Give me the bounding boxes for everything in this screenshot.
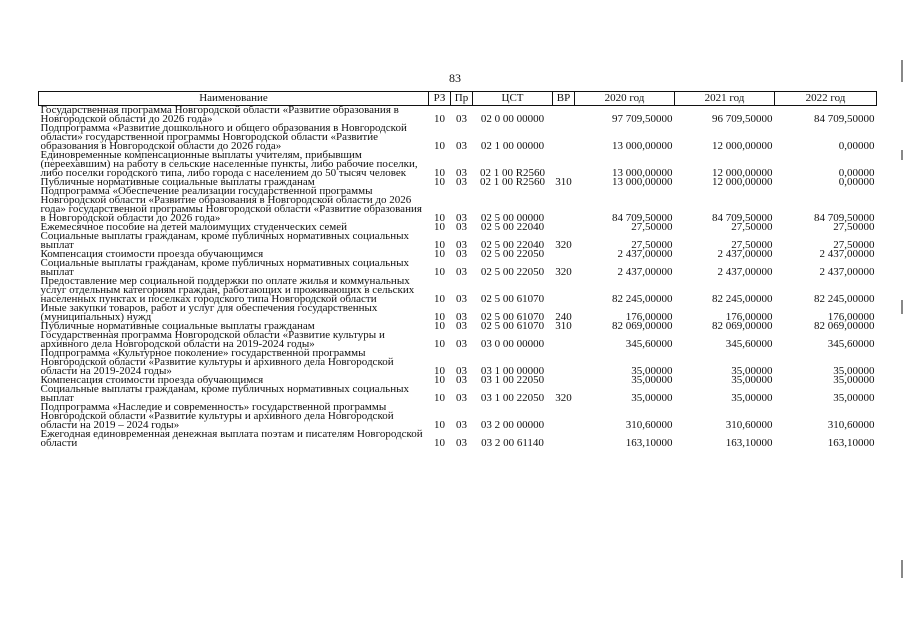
header-name: Наименование — [39, 92, 429, 106]
scan-edge-mark — [901, 300, 903, 314]
cell-y2021: 310,60000 — [725, 419, 773, 431]
cell-pr: 03 — [456, 437, 467, 449]
cell-name: Предоставление мер социальной поддержки по оплате жилья и коммунальных услуг отдельным категориям граждан, работающих и проживающих в сельских населенных пунктах и поселках городского типа Новгородской области — [40, 275, 415, 305]
cell-y2022: 82 245,00000 — [814, 293, 875, 305]
cell-y2022: 82 069,00000 — [814, 320, 875, 332]
cell-rz: 10 — [434, 365, 445, 377]
cell-cst: 03 1 00 22050 — [480, 374, 545, 386]
table-body — [39, 106, 877, 449]
cell-vr — [553, 250, 575, 259]
cell-y2021: 12 000,00000 — [712, 140, 773, 152]
cell-vr: 310 — [555, 320, 572, 332]
cell-y2022: 0,00000 — [838, 167, 875, 179]
cell-y2022: 35,00000 — [833, 392, 875, 404]
cell-y2021: 12 000,00000 — [712, 176, 773, 188]
header-2020: 2020 год — [575, 92, 675, 106]
table-row — [39, 187, 877, 223]
cell-vr: 320 — [555, 239, 572, 251]
cell-pr: 03 — [456, 419, 467, 431]
cell-y2022: 27,50000 — [833, 239, 875, 251]
cell-y2022: 0,00000 — [838, 140, 875, 152]
cell-vr — [553, 430, 575, 448]
cell-vr — [553, 106, 575, 125]
cell-cst: 02 1 00 R2560 — [479, 176, 546, 188]
cell-vr — [553, 277, 575, 304]
cell-y2020: 35,00000 — [631, 365, 673, 377]
cell-y2021: 2 437,00000 — [717, 248, 773, 260]
cell-vr: 320 — [555, 266, 572, 278]
cell-y2020: 2 437,00000 — [617, 248, 673, 260]
cell-y2022: 2 437,00000 — [819, 248, 875, 260]
cell-rz: 10 — [434, 140, 445, 152]
cell-pr: 03 — [456, 176, 467, 188]
cell-pr: 03 — [456, 392, 467, 404]
cell-y2020: 13 000,00000 — [612, 176, 673, 188]
cell-rz: 10 — [434, 320, 445, 332]
cell-y2022: 27,50000 — [833, 221, 875, 233]
cell-y2020: 84 709,50000 — [612, 212, 673, 224]
cell-y2022: 2 437,00000 — [819, 266, 875, 278]
cell-pr: 03 — [456, 167, 467, 179]
cell-y2022: 176,00000 — [827, 311, 875, 323]
table-row — [39, 277, 877, 304]
cell-name: Компенсация стоимости проезда обучающимся — [40, 374, 264, 386]
cell-rz: 10 — [434, 176, 445, 188]
cell-name: Подпрограмма «Наследие и современность» государственной программы Новгородской области «Развитие культуры и архивного дела Новгородской области на 2019 – 2024 годы» — [40, 401, 394, 431]
cell-pr: 03 — [456, 365, 467, 377]
cell-name: Социальные выплаты гражданам, кроме публичных нормативных социальных выплат — [40, 383, 409, 404]
cell-pr: 03 — [456, 140, 467, 152]
cell-y2021: 176,00000 — [725, 311, 773, 323]
cell-y2020: 82 245,00000 — [612, 293, 673, 305]
cell-y2021: 163,10000 — [725, 437, 773, 449]
cell-rz: 10 — [434, 113, 445, 125]
cell-name: Публичные нормативные социальные выплаты гражданам — [40, 320, 315, 332]
cell-vr — [553, 376, 575, 385]
cell-cst: 02 5 00 22040 — [480, 221, 545, 233]
cell-y2020: 97 709,50000 — [612, 113, 673, 125]
page-number: 83 — [449, 71, 461, 85]
cell-y2021: 84 709,50000 — [712, 212, 773, 224]
cell-vr — [553, 349, 575, 376]
cell-name: Социальные выплаты гражданам, кроме публичных нормативных социальных выплат — [40, 230, 409, 251]
cell-vr — [553, 151, 575, 178]
cell-y2021: 2 437,00000 — [717, 266, 773, 278]
cell-y2020: 176,00000 — [625, 311, 673, 323]
header-rz: РЗ — [429, 92, 451, 106]
cell-cst: 02 5 00 22040 — [480, 239, 545, 251]
cell-cst: 03 1 00 22050 — [480, 392, 545, 404]
cell-rz: 10 — [434, 374, 445, 386]
cell-y2021: 82 069,00000 — [712, 320, 773, 332]
cell-pr: 03 — [456, 320, 467, 332]
cell-rz: 10 — [434, 311, 445, 323]
cell-y2022: 84 709,50000 — [814, 212, 875, 224]
cell-rz: 10 — [434, 221, 445, 233]
cell-rz: 10 — [434, 392, 445, 404]
cell-y2020: 82 069,00000 — [612, 320, 673, 332]
cell-vr — [553, 223, 575, 232]
cell-pr: 03 — [456, 311, 467, 323]
cell-y2021: 345,60000 — [725, 338, 773, 350]
cell-name: Публичные нормативные социальные выплаты гражданам — [40, 176, 315, 188]
cell-cst: 02 1 00 00000 — [480, 140, 545, 152]
cell-y2022: 163,10000 — [827, 437, 875, 449]
cell-cst: 02 5 00 61070 — [480, 293, 545, 305]
cell-pr: 03 — [456, 221, 467, 233]
cell-cst: 03 2 00 61140 — [481, 437, 544, 449]
cell-name: Социальные выплаты гражданам, кроме публичных нормативных социальных выплат — [40, 257, 409, 278]
cell-y2020: 2 437,00000 — [617, 266, 673, 278]
table-row — [39, 403, 877, 430]
table-row — [39, 349, 877, 376]
cell-name: Ежегодная единовременная денежная выплата поэтам и писателям Новгородской области — [40, 428, 423, 449]
cell-name: Государственная программа Новгородской области «Развитие образования в Новгородской области до 2026 года» — [40, 104, 399, 125]
cell-cst: 03 2 00 00000 — [480, 419, 545, 431]
scan-edge-mark — [901, 560, 903, 578]
cell-y2022: 84 709,50000 — [814, 113, 875, 125]
cell-y2022: 35,00000 — [833, 374, 875, 386]
cell-y2020: 35,00000 — [631, 374, 673, 386]
cell-y2021: 12 000,00000 — [712, 167, 773, 179]
cell-y2020: 27,50000 — [631, 221, 673, 233]
header-cst: ЦСТ — [473, 92, 553, 106]
cell-y2022: 345,60000 — [827, 338, 875, 350]
cell-vr — [553, 331, 575, 349]
cell-name: Подпрограмма «Развитие дошкольного и общего образования в Новгородской области» государственной программы Новгородской области «Развитие образования в Новгородской области до 2026 года» — [40, 122, 407, 152]
cell-pr: 03 — [456, 266, 467, 278]
header-pr: Пр — [451, 92, 473, 106]
cell-rz: 10 — [434, 437, 445, 449]
table-row — [39, 124, 877, 151]
cell-rz: 10 — [434, 167, 445, 179]
cell-cst: 02 5 00 61070 — [480, 320, 545, 332]
cell-y2021: 96 709,50000 — [712, 113, 773, 125]
cell-cst: 02 5 00 22050 — [480, 248, 545, 260]
cell-y2021: 82 245,00000 — [712, 293, 773, 305]
cell-y2020: 163,10000 — [625, 437, 673, 449]
cell-pr: 03 — [456, 293, 467, 305]
cell-rz: 10 — [434, 293, 445, 305]
cell-pr: 03 — [456, 338, 467, 350]
cell-y2021: 35,00000 — [731, 374, 773, 386]
cell-vr — [553, 124, 575, 151]
cell-y2022: 0,00000 — [838, 176, 875, 188]
scan-edge-mark — [901, 150, 903, 160]
scan-edge-mark — [901, 60, 903, 82]
cell-y2020: 35,00000 — [631, 392, 673, 404]
cell-pr: 03 — [456, 239, 467, 251]
cell-y2021: 35,00000 — [731, 365, 773, 377]
cell-name: Компенсация стоимости проезда обучающимся — [40, 248, 264, 260]
cell-name: Иные закупки товаров, работ и услуг для обеспечения государственных (муниципальных) нужд — [40, 302, 378, 323]
cell-cst: 02 5 00 61070 — [480, 311, 545, 323]
header-vr: ВР — [553, 92, 575, 106]
cell-rz: 10 — [434, 338, 445, 350]
cell-cst: 02 5 00 22050 — [480, 266, 545, 278]
cell-cst: 03 1 00 00000 — [480, 365, 545, 377]
cell-name: Государственная программа Новгородской области «Развитие культуры и архивного дела Новгородской области на 2019-2024 годы» — [40, 329, 385, 350]
table-row — [39, 430, 877, 448]
cell-name: Ежемесячное пособие на детей малоимущих студенческих семей — [40, 221, 347, 233]
cell-cst: 03 0 00 00000 — [480, 338, 545, 350]
cell-pr: 03 — [456, 113, 467, 125]
cell-rz: 10 — [434, 239, 445, 251]
table-row — [39, 151, 877, 178]
cell-y2020: 27,50000 — [631, 239, 673, 251]
cell-cst: 02 5 00 00000 — [480, 212, 545, 224]
cell-vr: 310 — [555, 176, 572, 188]
cell-rz: 10 — [434, 212, 445, 224]
cell-y2020: 310,60000 — [625, 419, 673, 431]
cell-name: Подпрограмма «Культурное поколение» государственной программы Новгородской области «Развитие культуры и архивного дела Новгородской области на 2019-2024 годы» — [40, 347, 394, 377]
cell-y2021: 35,00000 — [731, 392, 773, 404]
cell-vr — [553, 187, 575, 223]
cell-y2021: 27,50000 — [731, 221, 773, 233]
cell-cst: 02 1 00 R2560 — [479, 167, 546, 179]
cell-y2020: 345,60000 — [625, 338, 673, 350]
cell-pr: 03 — [456, 374, 467, 386]
header-2022: 2022 год — [775, 92, 877, 106]
cell-name: Подпрограмма «Обеспечение реализации государственной программы Новгородской области «Развитие образования в Новгородской области до 2026 года» государственной программы Новгородской области «Развитие образования в Новгородской области до 2026 года» — [40, 185, 422, 224]
cell-y2020: 13 000,00000 — [612, 140, 673, 152]
cell-cst: 02 0 00 00000 — [480, 113, 545, 125]
cell-y2021: 27,50000 — [731, 239, 773, 251]
budget-table — [38, 91, 877, 448]
cell-rz: 10 — [434, 266, 445, 278]
cell-y2022: 35,00000 — [833, 365, 875, 377]
header-2021: 2021 год — [675, 92, 775, 106]
cell-vr: 320 — [555, 392, 572, 404]
cell-y2022: 310,60000 — [827, 419, 875, 431]
cell-pr: 03 — [456, 248, 467, 260]
cell-name: Единовременные компенсационные выплаты учителям, прибывшим (переехавшим) на работу в сельские населенные пункты, либо рабочие поселки, либо поселки городского типа, либо города с населением до 50 тысяч человек — [40, 149, 418, 179]
cell-rz: 10 — [434, 248, 445, 260]
cell-vr: 240 — [555, 311, 572, 323]
cell-pr: 03 — [456, 212, 467, 224]
cell-vr — [553, 403, 575, 430]
cell-rz: 10 — [434, 419, 445, 431]
cell-y2020: 13 000,00000 — [612, 167, 673, 179]
